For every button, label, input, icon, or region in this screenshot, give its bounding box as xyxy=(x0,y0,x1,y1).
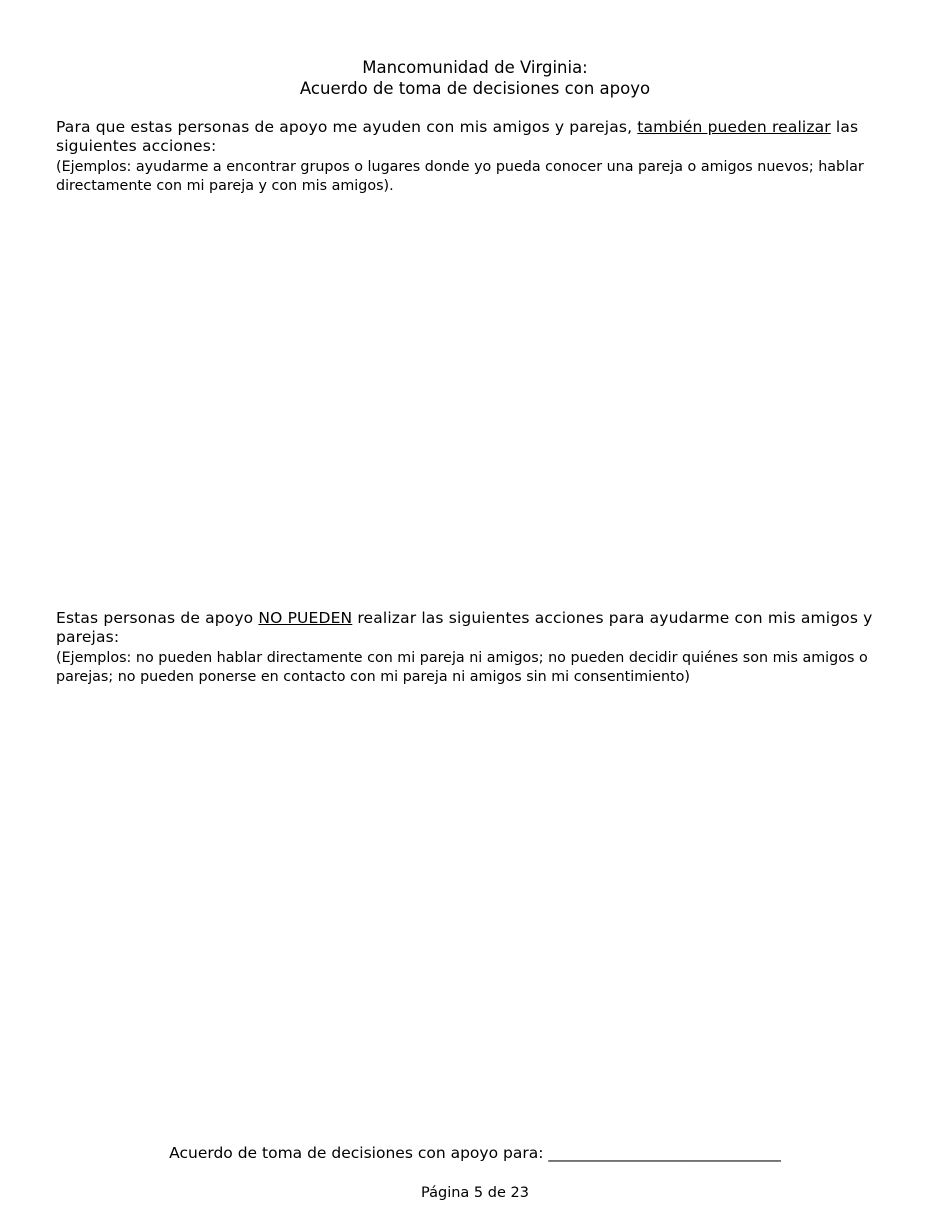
lead-text-underlined: también pueden realizar xyxy=(637,118,831,136)
page-number: Página 5 de 23 xyxy=(421,1185,529,1201)
lead-text-start: Para que estas personas de apoyo me ayuden con mis amigos y parejas, xyxy=(56,118,638,136)
section-can-do-examples: (Ejemplos: ayudarme a encontrar grupos o lugares donde yo pueda conocer una pareja o amigos nuevos; hablar directamente con mi pareja y con mis amigos). xyxy=(56,159,864,194)
section-can-do-lead xyxy=(56,118,894,156)
lead-text-end: realizar las siguientes acciones para ayudarme con mis amigos y parejas: xyxy=(56,609,873,646)
lead-text-underlined: NO PUEDEN xyxy=(258,609,353,627)
lead-text-start: Estas personas de apoyo xyxy=(56,609,259,627)
page-header xyxy=(0,57,950,99)
agreement-name-line: Acuerdo de toma de decisiones con apoyo para: ______________________________ xyxy=(169,1144,781,1162)
header-title-line2: Acuerdo de toma de decisiones con apoyo xyxy=(299,79,651,98)
section-cannot-do xyxy=(56,609,894,687)
lead-text-end: las siguientes acciones: xyxy=(56,118,859,155)
header-title-line1: Mancomunidad de Virginia: xyxy=(362,58,588,77)
section-cannot-do-examples: (Ejemplos: no pueden hablar directamente con mi pareja ni amigos; no pueden decidir quiénes son mis amigos o parejas; no pueden ponerse en contacto con mi pareja ni amigos sin mi consentimiento) xyxy=(56,650,868,685)
section-can-do xyxy=(56,118,894,196)
section-cannot-do-lead xyxy=(56,609,894,647)
